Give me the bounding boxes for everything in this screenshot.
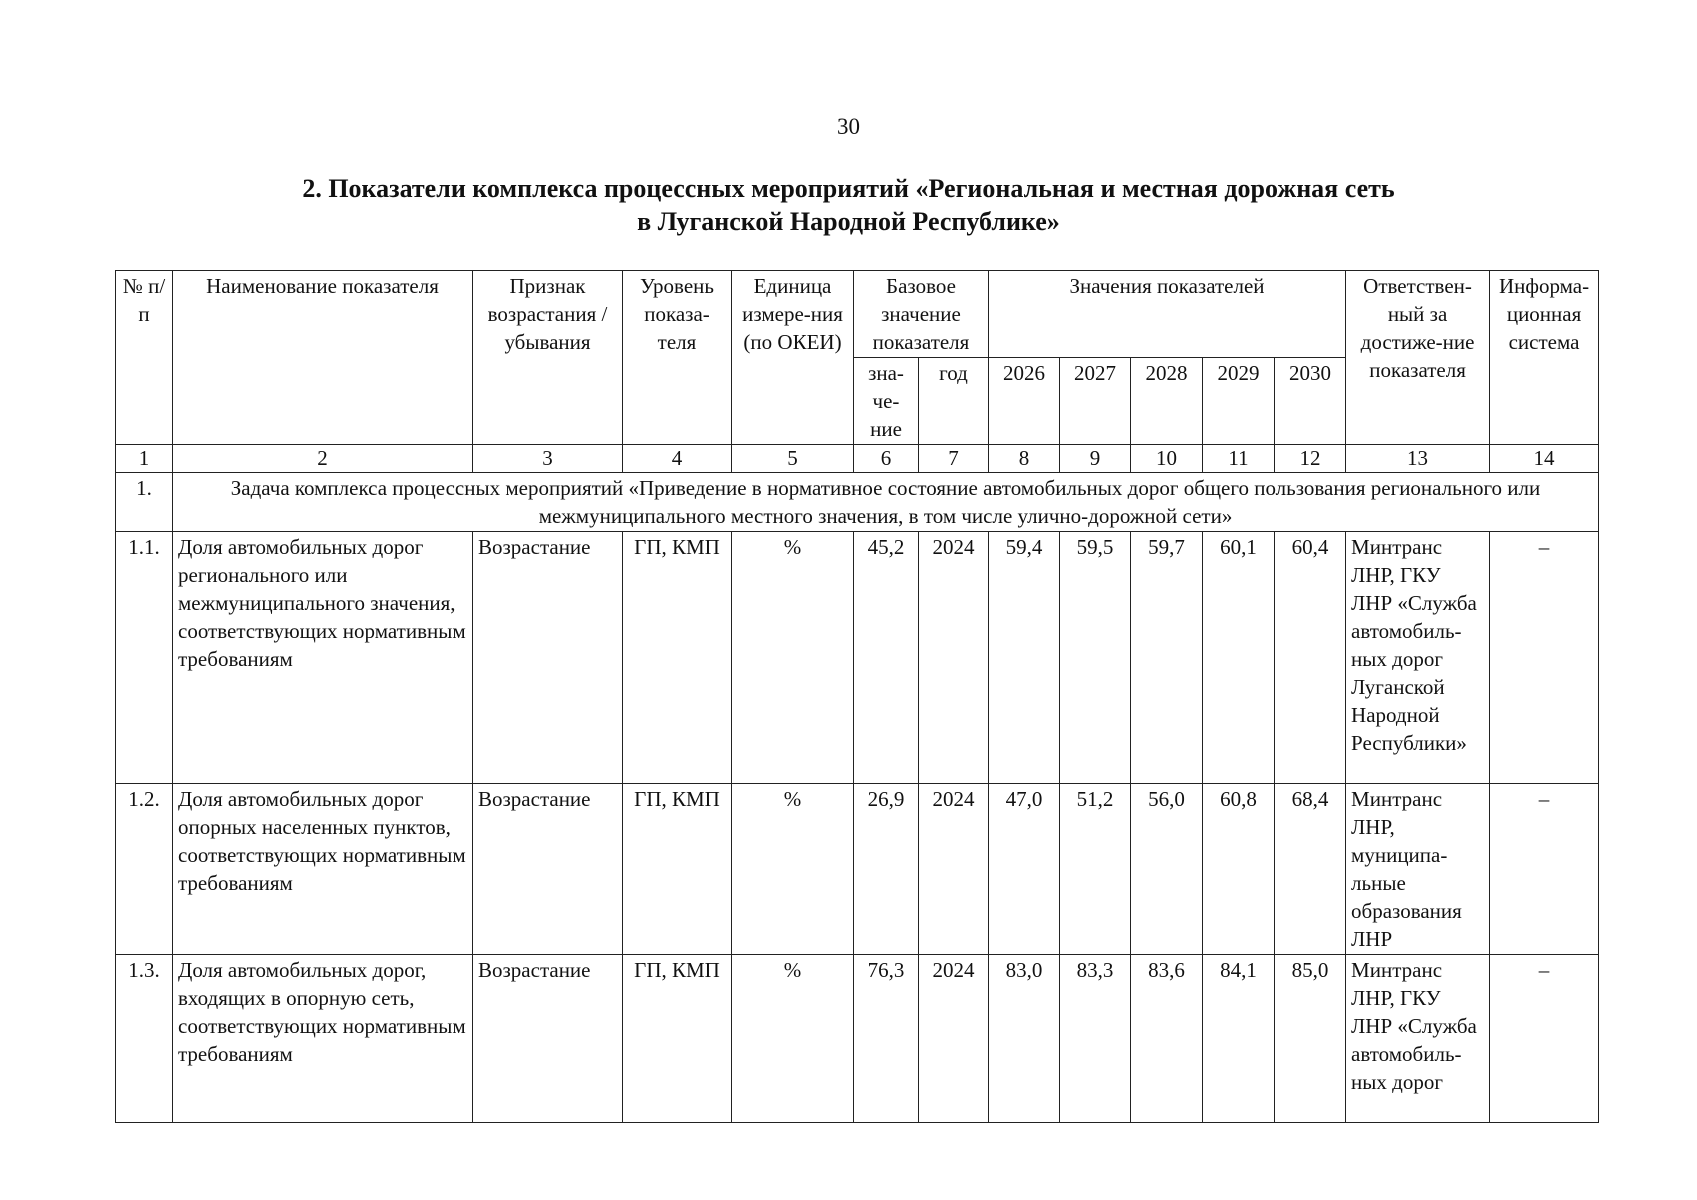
column-number: 3 [473, 445, 623, 473]
column-number: 5 [732, 445, 854, 473]
title-line-2: в Луганской Народной Республике» [637, 207, 1060, 236]
row-level: ГП, КМП [623, 532, 732, 784]
row-value-2028: 56,0 [1131, 784, 1203, 955]
row-num: 1.2. [116, 784, 173, 955]
row-responsible: Минтранс ЛНР, муниципа-льные образования ЛНР [1346, 784, 1490, 955]
header-year: 2026 [989, 358, 1060, 445]
row-responsible: Минтранс ЛНР, ГКУ ЛНР «Служба автомобиль-ных дорог Луганской Народной Республики» [1346, 532, 1490, 784]
header-year: 2029 [1203, 358, 1275, 445]
column-number: 8 [989, 445, 1060, 473]
row-base-year: 2024 [919, 955, 989, 1123]
row-unit: % [732, 532, 854, 784]
header-base-year: год [919, 358, 989, 445]
row-value-2027: 51,2 [1060, 784, 1131, 955]
column-number: 1 [116, 445, 173, 473]
header-year: 2030 [1275, 358, 1346, 445]
row-unit: % [732, 955, 854, 1123]
indicators-table [115, 270, 1599, 1123]
header-row-1 [116, 271, 1599, 358]
row-value-2029: 84,1 [1203, 955, 1275, 1123]
row-name: Доля автомобильных дорог опорных населенных пунктов, соответствующих нормативным требованиям [173, 784, 473, 955]
row-info-system: – [1490, 784, 1599, 955]
task-text: Задача комплекса процессных мероприятий «Приведение в нормативное состояние автомобильных дорог общего пользования регионального или межмуниципального местного значения, в том числе улично-дорожной сети» [173, 473, 1599, 532]
column-number: 12 [1275, 445, 1346, 473]
row-info-system: – [1490, 532, 1599, 784]
row-value-2028: 83,6 [1131, 955, 1203, 1123]
header-info-system: Информа-ционная система [1490, 271, 1599, 445]
header-unit: Единица измере-ния (по ОКЕИ) [732, 271, 854, 445]
row-trend: Возрастание [473, 955, 623, 1123]
row-value-2029: 60,8 [1203, 784, 1275, 955]
page-number: 30 [837, 114, 860, 139]
row-value-2027: 83,3 [1060, 955, 1131, 1123]
row-info-system: – [1490, 955, 1599, 1123]
column-number: 4 [623, 445, 732, 473]
task-num: 1. [116, 473, 173, 532]
row-unit: % [732, 784, 854, 955]
row-value-2030: 85,0 [1275, 955, 1346, 1123]
row-value-2026: 83,0 [989, 955, 1060, 1123]
row-value-2026: 47,0 [989, 784, 1060, 955]
header-values: Значения показателей [989, 271, 1346, 358]
row-num: 1.1. [116, 532, 173, 784]
row-base-value: 26,9 [854, 784, 919, 955]
column-number: 14 [1490, 445, 1599, 473]
header-year: 2027 [1060, 358, 1131, 445]
document-title [0, 172, 1697, 238]
column-number: 7 [919, 445, 989, 473]
title-line-1: 2. Показатели комплекса процессных мероприятий «Региональная и местная дорожная сеть [302, 174, 1395, 203]
row-value-2028: 59,7 [1131, 532, 1203, 784]
row-num: 1.3. [116, 955, 173, 1123]
table-row [116, 955, 1599, 1123]
row-responsible: Минтранс ЛНР, ГКУ ЛНР «Служба автомобиль-ных дорог [1346, 955, 1490, 1123]
row-base-year: 2024 [919, 532, 989, 784]
column-number: 11 [1203, 445, 1275, 473]
row-level: ГП, КМП [623, 784, 732, 955]
column-number: 13 [1346, 445, 1490, 473]
column-number-row [116, 445, 1599, 473]
row-base-year: 2024 [919, 784, 989, 955]
header-base: Базовое значение показателя [854, 271, 989, 358]
header-responsible: Ответствен-ный за достиже-ние показателя [1346, 271, 1490, 445]
column-number: 6 [854, 445, 919, 473]
row-base-value: 76,3 [854, 955, 919, 1123]
column-number: 10 [1131, 445, 1203, 473]
row-value-2030: 60,4 [1275, 532, 1346, 784]
row-trend: Возрастание [473, 784, 623, 955]
row-value-2030: 68,4 [1275, 784, 1346, 955]
header-year: 2028 [1131, 358, 1203, 445]
column-number: 9 [1060, 445, 1131, 473]
row-level: ГП, КМП [623, 955, 732, 1123]
row-name: Доля автомобильных дорог, входящих в опорную сеть, соответствующих нормативным требованиям [173, 955, 473, 1123]
row-value-2026: 59,4 [989, 532, 1060, 784]
row-name: Доля автомобильных дорог регионального или межмуниципального значения, соответствующих нормативным требованиям [173, 532, 473, 784]
task-row [116, 473, 1599, 532]
row-value-2029: 60,1 [1203, 532, 1275, 784]
row-trend: Возрастание [473, 532, 623, 784]
header-level: Уровень показа-теля [623, 271, 732, 445]
header-base-value: зна-че-ние [854, 358, 919, 445]
header-name: Наименование показателя [173, 271, 473, 445]
table-row [116, 532, 1599, 784]
column-number: 2 [173, 445, 473, 473]
header-num: № п/п [116, 271, 173, 445]
row-value-2027: 59,5 [1060, 532, 1131, 784]
table-row [116, 784, 1599, 955]
header-trend: Признак возрастания / убывания [473, 271, 623, 445]
row-base-value: 45,2 [854, 532, 919, 784]
